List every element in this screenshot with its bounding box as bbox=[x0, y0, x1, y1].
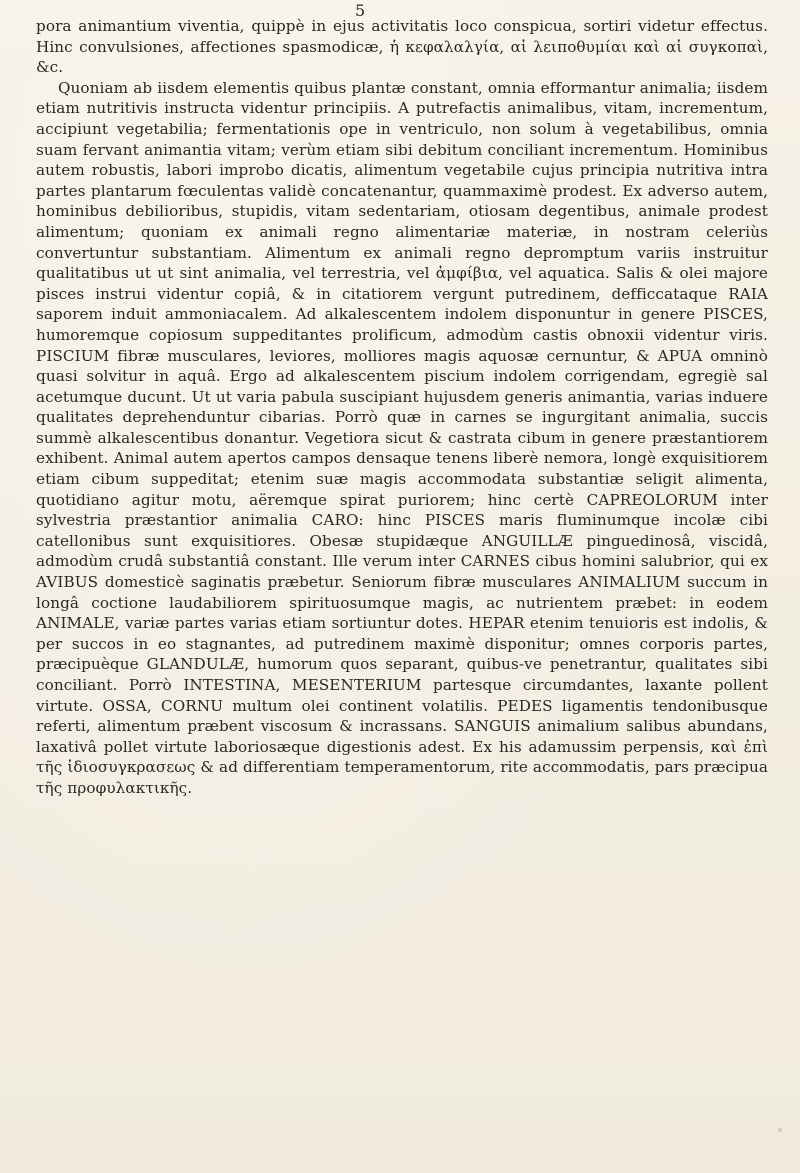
body-text bbox=[36, 16, 768, 799]
paragraph-1: pora animantium viventia, quippè in ejus activitatis loco conspicua, sortiri videtur effectus. Hinc convulsiones, affectiones spasmodicæ, ἡ κεφαλαλγία, αἱ λειποθυμίαι καὶ αἱ συγκοπαὶ, &c. bbox=[36, 17, 768, 77]
page-number: 5 bbox=[355, 1, 366, 20]
paragraph-2: Quoniam ab iisdem elementis quibus plantæ constant, omnia efformantur animalia; iisdem etiam nutritivis instructa videntur principiis. A putrefactis animalibus, vitam, incrementum, accipiunt vegetabilia; fermentationis ope in ventriculo, non solum à vegetabilibus, omnia suam fervant animantia vitam; verùm etiam sibi debitum conciliant incrementum. Hominibus autem robustis, labori improbo dicatis, alimentum vegetabile cujus principia nutritiva intra partes plantarum fœculentas validè concatenantur, quammaximè prodest. Ex adverso autem, hominibus debilioribus, stupidis, vitam sedentariam, otiosam degentibus, animale prodest alimentum; quoniam ex animali regno alimentariæ materiæ, in nostram celeriùs convertuntur substantiam. Alimentum ex animali regno depromptum variis instruitur qualitatibus ut ut sint animalia, vel terrestria, vel ἀμφίβια, vel aquatica. Salis & olei majore pisces instrui videntur copiâ, & in citatiorem vergunt putredinem, defficcataque RAIA saporem induit ammoniacalem. Ad alkalescentem indolem disponuntur in genere PISCES, humoremque copiosum suppeditantes prolificum, admodùm castis obnoxii videntur viris. PISCIUM fibræ musculares, leviores, molliores magis aquosæ cernuntur, & APUA omninò quasi solvitur in aquâ. Ergo ad alkalescentem piscium indolem corrigendam, egregiè sal acetumque ducunt. Ut ut varia pabula suscipiant hujusdem generis animantia, varias induere qualitates deprehenduntur cibarias. Porrò quæ in carnes se ingurgitant animalia, succis summè alkalescentibus donantur. Vegetiora sicut & castrata cibum in genere præstantiorem exhibent. Animal autem apertos campos densaque tenens liberè nemora, longè exquisitiorem etiam cibum suppeditat; etenim suæ magis accommodata substantiæ seligit alimenta, quotidiano agitur motu, aëremque spirat puriorem; hinc certè CAPREOLORUM inter sylvestria præstantior animalia CARO: hinc PISCES maris fluminumque incolæ cibi catellonibus sunt exquisitiores. Obesæ stupidæque ANGUILLÆ pinguedinosâ, viscidâ, admodùm crudâ substantiâ constant. Ille verum inter CARNES cibus homini salubrior, qui ex AVIBUS domesticè saginatis præbetur. Seniorum fibræ musculares ANIMALIUM succum in longâ coctione laudabiliorem spirituosumque magis, ac nutrientem præbet: in eodem ANIMALE, variæ partes varias etiam sortiuntur dotes. HEPAR etenim tenuioris est indolis, & per succos in eo stagnantes, ad putredinem maximè disponitur; omnes corporis partes, præcipuèque GLANDULÆ, humorum quos separant, quibus-ve penetrantur, qualitates sibi conciliant. Porrò INTESTINA, MESENTERIUM partesque circumdantes, laxante pollent virtute. OSSA, CORNU multum olei continent volatilis. PEDES ligamentis tendonibusque referti, alimentum præbent viscosum & incrassans. SANGUIS animalium salibus abundans, laxativâ pollet virtute laboriosæque digestionis adest. Ex his adamussim perpensis, καὶ ἐπὶ τῆς ἰδιοσυγκρασεως & ad differentiam temperamentorum, rite accommodatis, pars præcipua τῆς προφυλακτικῆς. bbox=[36, 78, 768, 797]
ink-spot bbox=[778, 1128, 782, 1132]
